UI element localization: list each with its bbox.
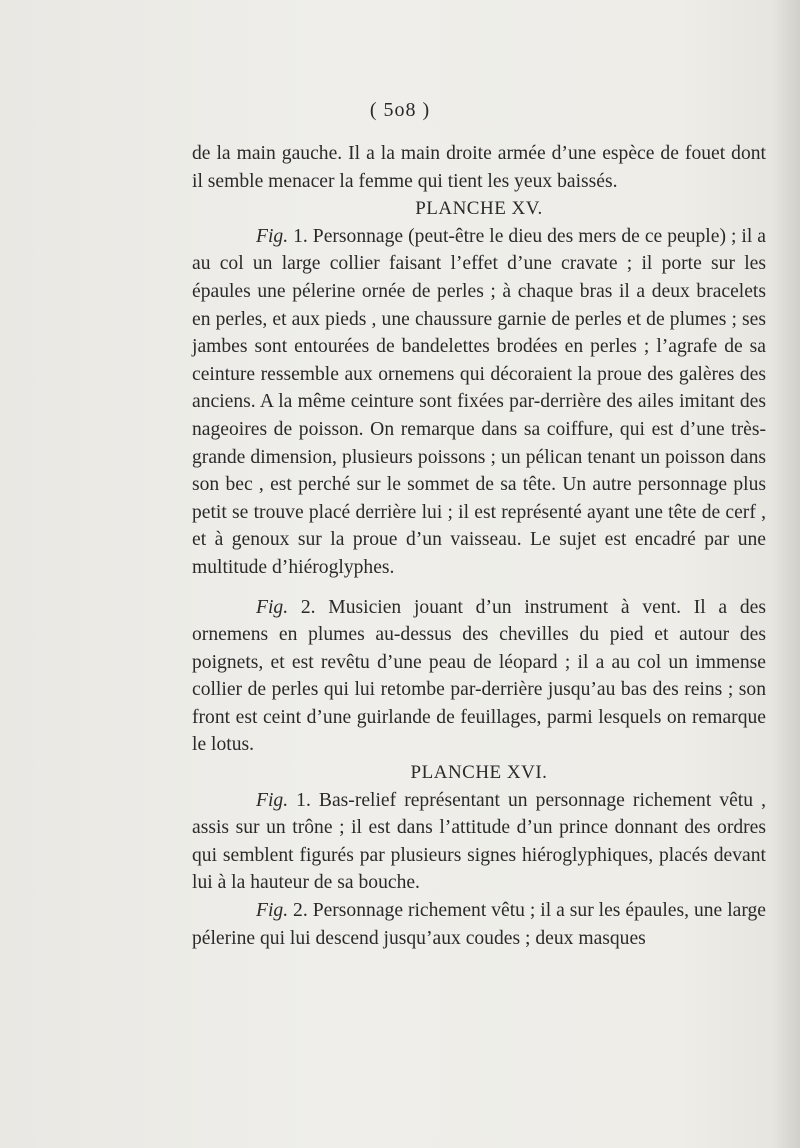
section-heading-planche-xv: PLANCHE XV. bbox=[415, 198, 543, 220]
page-body bbox=[192, 140, 766, 952]
fig-label: Fig. bbox=[256, 596, 289, 618]
page-number: ( 5o8 ) bbox=[369, 99, 431, 121]
plate-xv-fig-2 bbox=[192, 594, 766, 760]
fig-description: 1. Personnage (peut-être le dieu des mers de ce peuple) ; il a au col un large collier faisant l’effet d’une cravate ; il porte sur les épaules une pélerine ornée de perles ; à chaque bras il a deux bracelets en perles, et aux pieds , une chaussure garnie de perles et de plumes ; ses jambes sont entourées de bandelettes brodées en perles ; l’agrafe de sa ceinture ressemble aux ornemens qui décoraient la proue des galères des anciens. A la même ceinture sont fixées par-derrière des ailes imitant des nageoires de poisson. On remarque dans sa coiffure, qui est d’une très-grande dimension, plusieurs poissons ; un pélican tenant un poisson dans son bec , est perché sur le sommet de sa tête. Un autre personnage plus petit se trouve placé derrière lui ; il est représenté ayant une tête de cerf , et à genoux sur la proue d’un vaisseau. Le sujet est encadré par une multitude d’hiéroglyphes. bbox=[192, 225, 766, 578]
plate-xvi-fig-2 bbox=[192, 897, 766, 952]
fig-label: Fig. bbox=[256, 900, 289, 922]
plate-xv-fig-1 bbox=[192, 223, 766, 582]
fig-description: 1. Bas-relief représentant un personnage richement vêtu , assis sur un trône ; il est dans l’attitude d’un prince donnant des ordres qui semblent figurés par plusieurs signes hiéroglyphiques, placés devant lui à la hauteur de sa bouche. bbox=[192, 789, 766, 894]
intro-paragraph: de la main gauche. Il a la main droite armée d’une espèce de fouet dont il semble menacer la femme qui tient les yeux baissés. bbox=[192, 143, 766, 192]
plate-xvi-fig-1 bbox=[192, 787, 766, 897]
fig-description: 2. Musicien jouant d’un instrument à vent. Il a des ornemens en plumes au-dessus des chevilles du pied et autour des poignets, et est revêtu d’une peau de léopard ; il a au col un immense collier de perles qui lui retombe par-derrière jusqu’au bas des reins ; son front est ceint d’une guirlande de feuillages, parmi lesquels on remarque le lotus. bbox=[192, 596, 766, 756]
fig-label: Fig. bbox=[256, 225, 289, 247]
fig-label: Fig. bbox=[256, 789, 289, 811]
section-heading-planche-xvi: PLANCHE XVI. bbox=[410, 762, 548, 784]
page-edge-shadow bbox=[772, 0, 800, 1148]
fig-description: 2. Personnage richement vêtu ; il a sur les épaules, une large pélerine qui lui descend jusqu’aux coudes ; deux masques bbox=[192, 900, 766, 949]
